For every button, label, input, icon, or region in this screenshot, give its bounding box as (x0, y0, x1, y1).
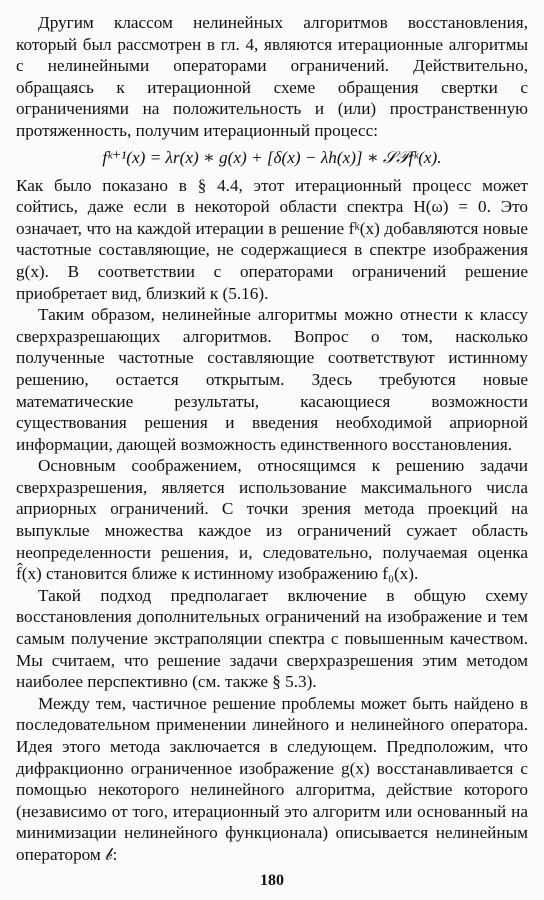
paragraph-2: Как было показано в § 4.4, этот итерационный процесс может сойтись, даже если в некоторой области спектра H(ω) = 0. Это означает, что на каждой итерации в решение fᵏ(x) добавляются новые частотные составляющие, не содержащиеся в спектре изображения g(x). В соответствии с операторами ограничений решение приобретает вид, близкий к (5.16). (16, 175, 528, 303)
iteration-formula: fᵏ⁺¹(x) = λr(x) ∗ g(x) + [δ(x) − λh(x)] ∗ 𝒮𝒫fᵏ(x). (102, 147, 442, 167)
paragraph-6: Между тем, частичное решение проблемы может быть найдено в последовательном применении линейного и нелинейного оператора. Идея этого метода заключается в следующем. Предположим, что дифракционно ограниченное изображение g(x) восстанавливается с помощью некоторого нелинейного алгоритма, действие которого (независимо от того, итерационный это алгоритм или основанный на минимизации нелинейного функционала) описывается нелинейным оператором 𝒷: (16, 693, 528, 864)
page-number: 180 (260, 872, 284, 889)
paragraph-5: Такой подход предполагает включение в общую схему восстановления дополнительных ограничений на изображение и тем самым получение экстраполяции спектра с повышенным качеством. Мы считаем, что решение задачи сверхразрешения этим методом наиболее перспективно (см. также § 5.3). (16, 585, 528, 692)
paragraph-1: Другим классом нелинейных алгоритмов восстановления, который был рассмотрен в гл. 4, являются итерационные алгоритмы с нелинейными операторами ограничений. Действительно, обращаясь к итерационной схеме обращения свертки с ограничениями на положительность и (или) пространственную протяженность, получим итерационный процесс: (16, 13, 528, 140)
paragraph-4: Основным соображением, относящимся к решению задачи сверхразрешения, является использование максимального числа априорных ограничений. С точки зрения метода проекций на выпуклые множества каждое из ограничений сужает область неопределенности решения, и, следовательно, получаемая оценка f̂(x) становится ближе к истинному изображению f₀(x). (16, 456, 528, 584)
paragraph-3: Таким образом, нелинейные алгоритмы можно отнести к классу сверхразрешающих алгоритмов. Вопрос о том, насколько полученные частотные составляющие соответствуют истинному решению, остается открытым. Здесь требуются новые математические результаты, касающиеся возможности существования решения и введения необходимой априорной информации, дающей возможность единственного восстановления. (16, 305, 528, 454)
page-body (16, 12, 528, 866)
